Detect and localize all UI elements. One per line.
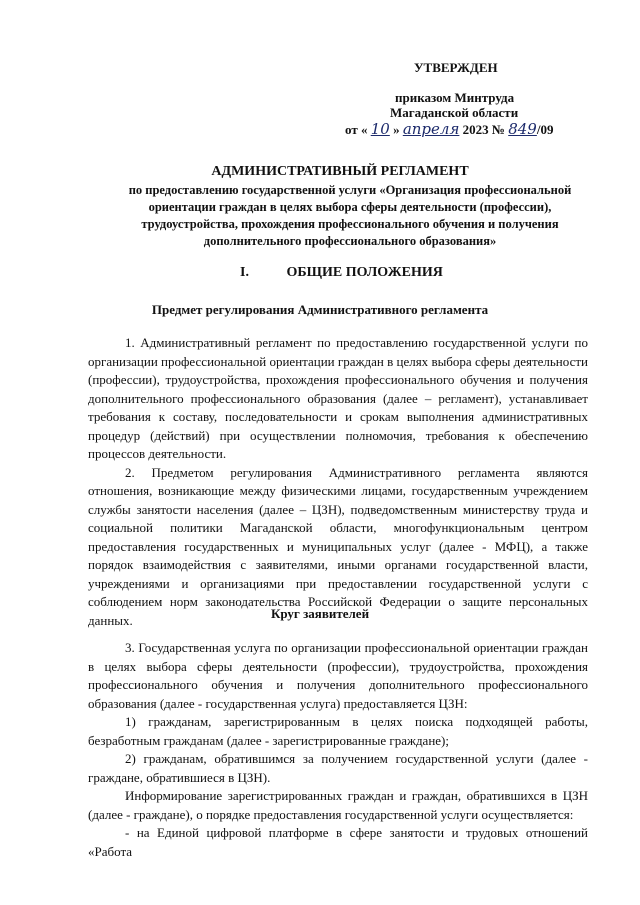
section-heading	[240, 265, 443, 281]
date-prefix: от «	[345, 122, 368, 137]
section-title: ОБЩИЕ ПОЛОЖЕНИЯ	[286, 265, 443, 280]
date-month-sep: »	[393, 122, 400, 137]
handwritten-day: 10	[370, 120, 390, 138]
paragraph-7: - на Единой цифровой платформе в сфере занятости и трудовых отношений «Работа	[88, 825, 588, 859]
document-subtitle: по предоставлению государственной услуги «Организация профессиональной ориентации граждан в целях выбора сферы деятельности (профессии), трудоустройства, прохождения профессионального обучения и получения дополнительного профессионального образования»	[128, 183, 572, 248]
date-year: 2023 №	[462, 122, 505, 137]
body-block-1	[88, 334, 588, 630]
paragraph-4: 1) гражданам, зарегистрированным в целях поиска подходящей работы, безработным гражданам (далее - зарегистрированные граждане);	[88, 714, 588, 748]
paragraph-5: 2) гражданам, обратившимся за получением государственной услуги (далее - граждане, обратившиеся в ЦЗН).	[88, 751, 588, 785]
paragraph-6: Информирование зарегистрированных граждан и граждан, обратившихся в ЦЗН (далее - граждане), о порядке предоставления государственной услуги осуществляется:	[88, 788, 588, 822]
paragraph-3: 3. Государственная услуга по организации профессиональной ориентации граждан в целях выбора сферы деятельности (профессии), трудоустройства, прохождения профессионального обучения и получения дополнительного профессионального образования (далее - государственная услуга) предоставляется ЦЗН:	[88, 640, 588, 711]
approval-order: приказом Минтруда	[395, 90, 515, 105]
subsection-heading-applicants: Круг заявителей	[270, 606, 370, 621]
handwritten-month: апреля	[402, 120, 460, 138]
approval-region: Магаданской области	[390, 105, 519, 120]
document-title: АДМИНИСТРАТИВНЫЙ РЕГЛАМЕНТ	[211, 164, 469, 179]
number-suffix: /09	[536, 122, 554, 137]
subsection-heading-subject: Предмет регулирования Административного регламента	[151, 302, 489, 317]
approval-title: УТВЕРЖДЕН	[414, 60, 498, 75]
paragraph-1: 1. Административный регламент по предоставлению государственной услуги по организации профессиональной ориентации граждан в целях выбора сферы деятельности (профессии), трудоустройства, прохождения профессионального обучения и получения дополнительного профессионального образования (далее – регламент), устанавливает требования к составу, последовательности и срокам выполнения административных процедур (действий) при осуществлении полномочия, требования к обеспечению процессов деятельности.	[88, 335, 588, 461]
handwritten-number: 849	[508, 120, 537, 138]
paragraph-2: 2. Предметом регулирования Административного регламента являются отношения, возникающие между физическими лицами, государственным учреждением службы занятости населения (далее – ЦЗН), подведомственным министерству труда и социальной политики Магаданской области, многофункциональным центром предоставления государственных и муниципальных услуг (далее - МФЦ), а также порядок взаимодействия с заявителями, иными органами государственной власти, учреждениями и организациями при предоставлении государственной услуги с соблюдением норм законодательства Российской Федерации о защите персональных данных.	[88, 464, 588, 628]
body-block-2	[88, 639, 588, 861]
section-number: I.	[240, 265, 249, 280]
approval-date-line	[345, 122, 553, 137]
